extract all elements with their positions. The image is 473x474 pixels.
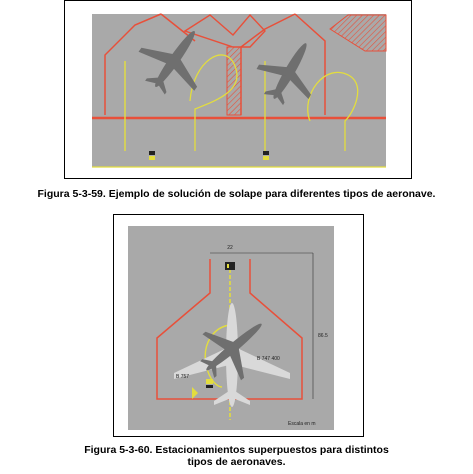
bay-number-mark — [227, 264, 229, 268]
overlapping-stands-diagram — [114, 215, 363, 436]
caption-line-1: Figura 5-3-60. Estacionamientos superpuestos para distintos — [84, 444, 389, 456]
figure-5-3-60-caption — [0, 444, 473, 468]
overlap-solution-diagram — [65, 1, 411, 178]
bay-number-sign — [225, 262, 235, 270]
top-dimension-label: 22 — [227, 245, 233, 251]
side-dimension-label: 86.5 — [318, 333, 328, 339]
scale-note: Escala en m — [288, 421, 316, 427]
label-b747: B 747 400 — [257, 356, 280, 362]
caption-line-2: tipos de aeronaves. — [187, 456, 286, 468]
figure-5-3-59-caption: Figura 5-3-59. Ejemplo de solución de solape para diferentes tipos de aeronave. — [37, 188, 436, 200]
figure-5-3-59-frame — [64, 0, 412, 179]
figure-5-3-60-frame — [113, 214, 364, 437]
label-b757: B 757 — [176, 374, 190, 380]
stop-marker — [206, 379, 213, 388]
